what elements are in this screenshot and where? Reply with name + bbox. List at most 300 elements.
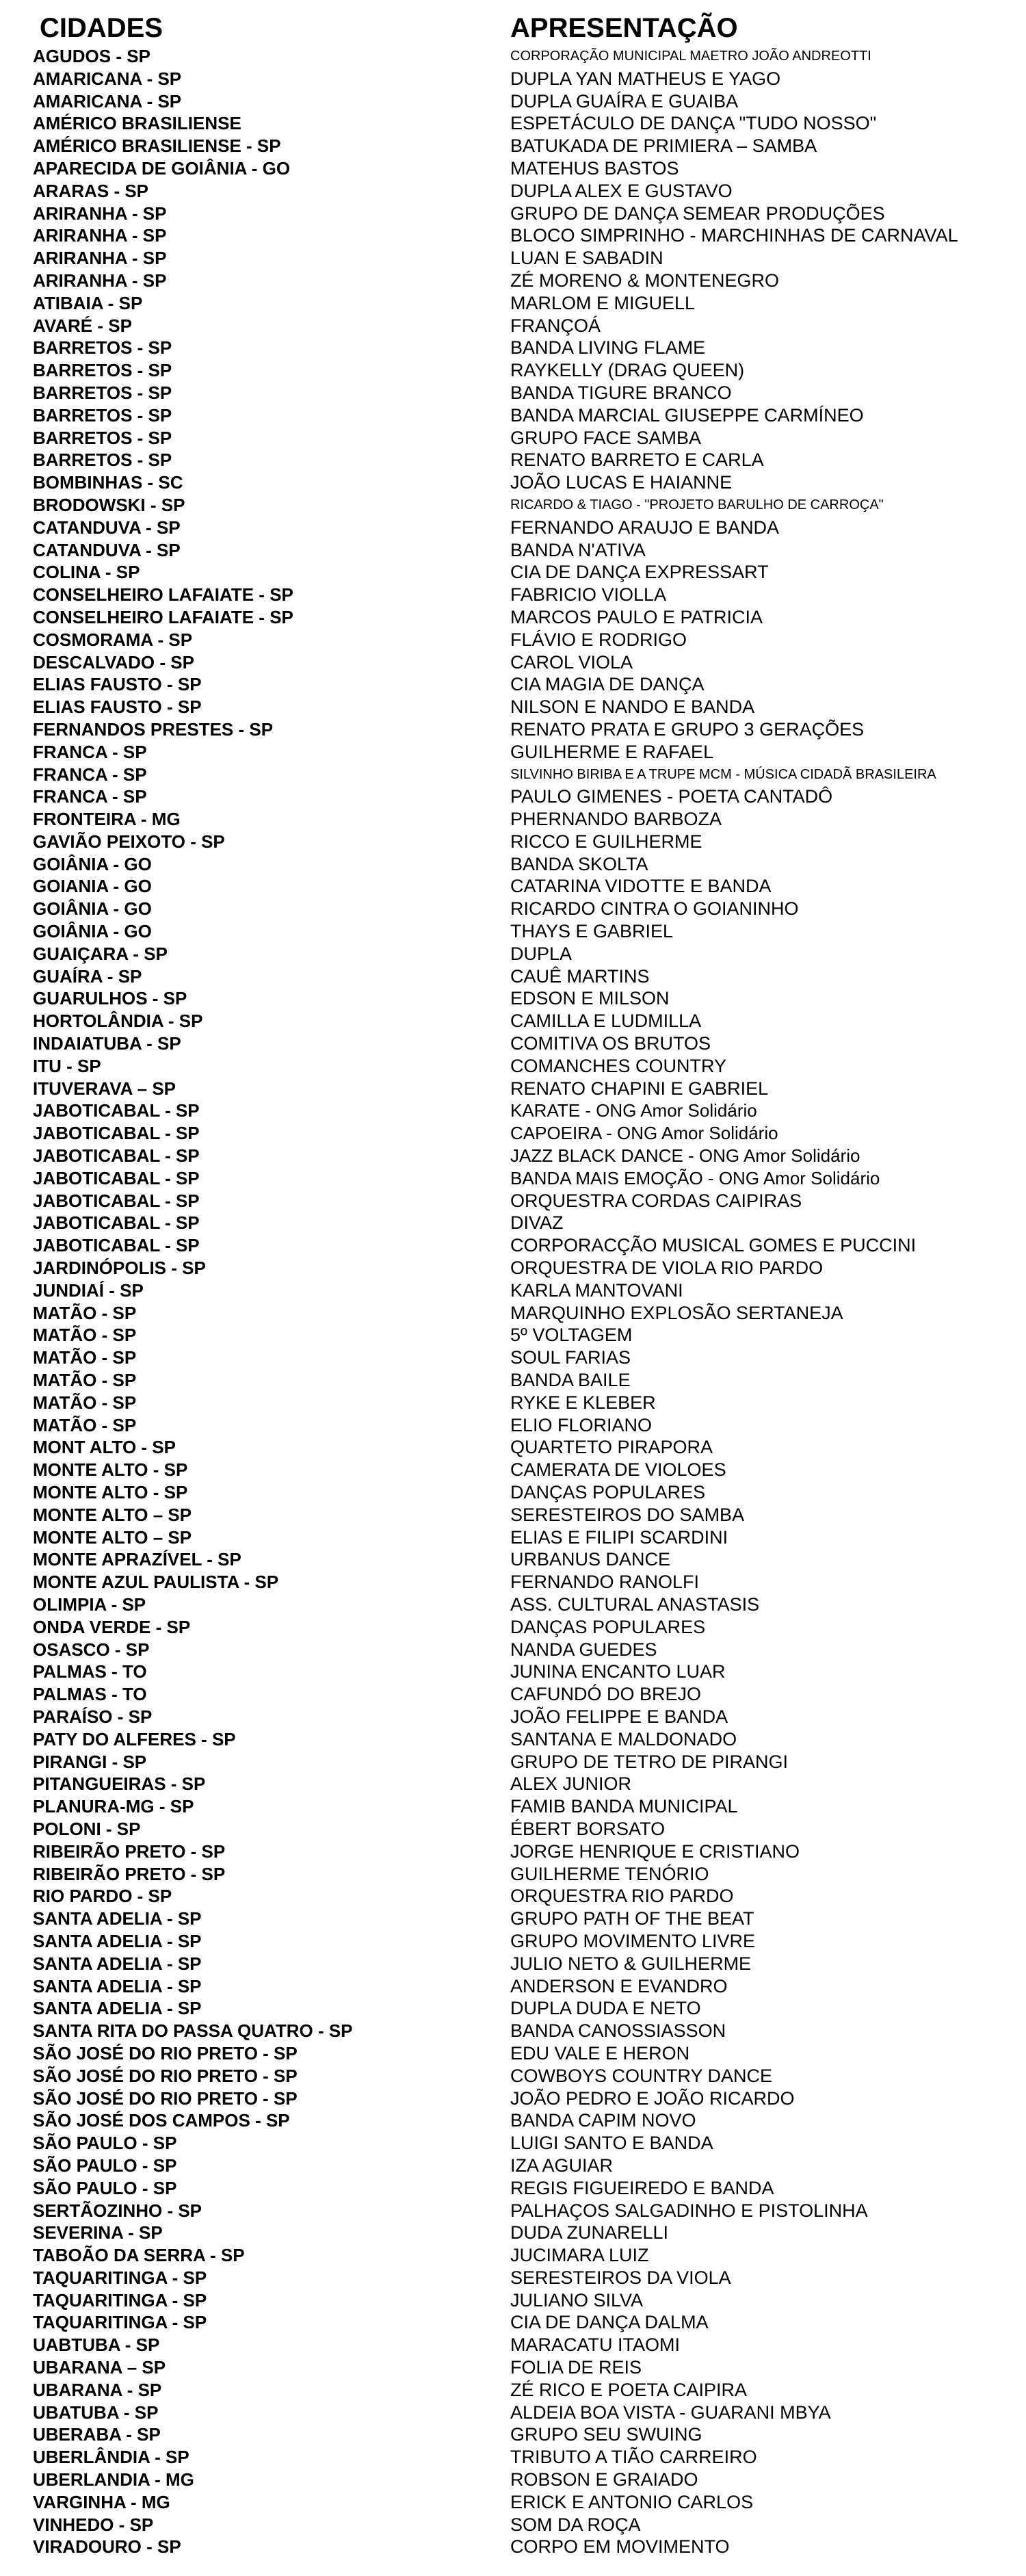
table-row <box>0 2423 1026 2446</box>
table-row <box>0 764 1026 786</box>
table-row <box>0 943 1026 965</box>
presentation-cell: EDU VALE E HERON <box>510 2042 690 2064</box>
city-cell: DESCALVADO - SP <box>33 651 194 673</box>
table-row <box>0 561 1026 584</box>
presentation-cell: BANDA CANOSSIASSON <box>510 2020 726 2042</box>
city-cell: FRONTEIRA - MG <box>33 809 181 830</box>
presentation-cell: SERESTEIROS DO SAMBA <box>510 1504 745 1525</box>
table-row <box>0 2200 1026 2222</box>
presentation-cell: ASS. CULTURAL ANASTASIS <box>510 1593 760 1615</box>
table-row <box>0 1818 1026 1840</box>
table-row <box>0 359 1026 382</box>
presentation-cell: DIVAZ <box>510 1212 564 1234</box>
table-row <box>0 427 1026 450</box>
presentation-cell: GUILHERME E RAFAEL <box>510 741 714 762</box>
table-row <box>0 965 1026 988</box>
city-cell: ELIAS FAUSTO - SP <box>33 674 202 695</box>
presentation-cell: DANÇAS POPULARES <box>510 1616 706 1637</box>
table-row <box>0 1122 1026 1145</box>
table-row <box>0 270 1026 292</box>
city-cell: BARRETOS - SP <box>33 450 172 471</box>
city-cell: CONSELHEIRO LAFAIATE - SP <box>33 606 293 627</box>
table-row <box>0 1751 1026 1773</box>
presentation-cell: 5º VOLTAGEM <box>510 1325 633 1346</box>
table-row <box>0 1324 1026 1346</box>
table-row <box>0 180 1026 203</box>
presentation-cell: CIA MAGIA DE DANÇA <box>510 674 705 695</box>
city-cell: MATÃO - SP <box>33 1347 137 1368</box>
presentation-cell: CAFUNDÓ DO BREJO <box>510 1684 702 1705</box>
table-row <box>0 987 1026 1010</box>
table-row <box>0 1504 1026 1526</box>
presentation-cell: CATARINA VIDOTTE E BANDA <box>510 876 772 897</box>
table-row <box>0 1840 1026 1863</box>
city-cell: JABOTICABAL - SP <box>33 1123 200 1144</box>
table-row <box>0 673 1026 696</box>
presentation-cell: GRUPO PATH OF THE BEAT <box>510 1908 754 1929</box>
city-cell: BARRETOS - SP <box>33 404 172 426</box>
city-cell: RIO PARDO - SP <box>33 1886 172 1907</box>
city-cell: UBARANA – SP <box>33 2357 166 2378</box>
presentation-cell: CAPOEIRA - ONG Amor Solidário <box>510 1123 778 1144</box>
city-cell: MATÃO - SP <box>33 1392 137 1413</box>
presentation-cell: DUPLA YAN MATHEUS E YAGO <box>510 68 781 89</box>
table-row <box>0 1639 1026 1661</box>
city-cell: MONTE APRAZÍVEL - SP <box>33 1549 241 1570</box>
table-row <box>0 1414 1026 1437</box>
city-cell: PITANGUEIRAS - SP <box>33 1773 206 1795</box>
presentation-cell: ELIO FLORIANO <box>510 1414 653 1435</box>
table-row <box>0 875 1026 898</box>
city-cell: MATÃO - SP <box>33 1302 137 1323</box>
table-row <box>0 2446 1026 2469</box>
listing-table <box>0 45 1026 2558</box>
city-cell: GUAIÇARA - SP <box>33 943 168 964</box>
table-row <box>0 539 1026 562</box>
city-cell: CONSELHEIRO LAFAIATE - SP <box>33 584 293 606</box>
table-row <box>0 2222 1026 2244</box>
city-cell: PALMAS - TO <box>33 1661 147 1682</box>
table-row <box>0 247 1026 270</box>
city-cell: JUNDIAÍ - SP <box>33 1279 144 1301</box>
presentation-cell: FOLIA DE REIS <box>510 2357 642 2378</box>
table-row <box>0 1930 1026 1953</box>
city-cell: RIBEIRÃO PRETO - SP <box>33 1840 226 1862</box>
city-cell: CATANDUVA - SP <box>33 517 181 538</box>
presentation-cell: GRUPO SEU SWUING <box>510 2424 702 2445</box>
table-row <box>0 1593 1026 1616</box>
city-cell: ONDA VERDE - SP <box>33 1616 191 1637</box>
presentation-cell: DANÇAS POPULARES <box>510 1482 706 1502</box>
table-row <box>0 606 1026 629</box>
city-cell: FRANCA - SP <box>33 786 147 807</box>
presentation-cell: PHERNANDO BARBOZA <box>510 809 722 830</box>
city-cell: FRANCA - SP <box>33 764 147 785</box>
presentation-cell: BANDA N'ATIVA <box>510 539 646 560</box>
city-cell: JABOTICABAL - SP <box>33 1212 200 1234</box>
presentation-cell: CAUÊ MARTINS <box>510 965 650 987</box>
city-cell: SÃO PAULO - SP <box>33 2133 177 2154</box>
city-cell: ELIAS FAUSTO - SP <box>33 697 202 718</box>
table-row <box>0 1661 1026 1683</box>
table-row <box>0 785 1026 808</box>
city-cell: SANTA ADELIA - SP <box>33 1908 202 1929</box>
city-cell: MONTE ALTO – SP <box>33 1526 192 1548</box>
table-row <box>0 629 1026 651</box>
presentation-cell: SANTANA E MALDONADO <box>510 1728 737 1749</box>
presentation-cell: PALHAÇOS SALGADINHO E PISTOLINHA <box>510 2200 868 2221</box>
table-row <box>0 2469 1026 2491</box>
city-cell: SÃO PAULO - SP <box>33 2155 177 2176</box>
presentation-cell: NILSON E NANDO E BANDA <box>510 697 755 718</box>
presentation-cell: BANDA LIVING FLAME <box>510 337 706 359</box>
city-cell: SERTÃOZINHO - SP <box>33 2200 202 2221</box>
table-row <box>0 1010 1026 1032</box>
presentation-cell: DUPLA ALEX E GUSTAVO <box>510 180 733 201</box>
table-row <box>0 2514 1026 2536</box>
presentation-cell: REGIS FIGUEIREDO E BANDA <box>510 2177 774 2198</box>
presentation-cell: COMANCHES COUNTRY <box>510 1055 727 1076</box>
presentation-cell: IZA AGUIAR <box>510 2155 614 2176</box>
presentation-cell: ERICK E ANTONIO CARLOS <box>510 2491 754 2512</box>
city-cell: GOIANIA - GO <box>33 876 152 897</box>
table-row <box>0 651 1026 674</box>
table-row <box>0 2491 1026 2514</box>
city-cell: ITUVERAVA – SP <box>33 1078 176 1099</box>
presentation-cell: GUILHERME TENÓRIO <box>510 1863 709 1884</box>
table-row <box>0 1459 1026 1481</box>
city-cell: ARIRANHA - SP <box>33 270 167 291</box>
table-row <box>0 449 1026 471</box>
city-cell: BRODOWSKI - SP <box>33 494 185 515</box>
table-row <box>0 718 1026 741</box>
city-cell: UBERABA - SP <box>33 2424 161 2445</box>
presentation-cell: JULIO NETO & GUILHERME <box>510 1953 752 1974</box>
city-cell: GUAÍRA - SP <box>33 965 142 987</box>
presentation-cell: KARATE - ONG Amor Solidário <box>510 1100 757 1121</box>
city-cell: AMÉRICO BRASILIENSE - SP <box>33 135 281 157</box>
presentation-cell: RENATO PRATA E GRUPO 3 GERAÇÕES <box>510 718 865 740</box>
presentation-cell: DUPLA <box>510 943 573 964</box>
city-cell: TAQUARITINGA - SP <box>33 2289 207 2311</box>
presentation-cell: CAROL VIOLA <box>510 651 633 673</box>
table-row <box>0 1616 1026 1639</box>
city-cell: AMÉRICO BRASILIENSE <box>33 113 241 134</box>
table-row <box>0 2267 1026 2289</box>
city-cell: MATÃO - SP <box>33 1325 137 1346</box>
presentation-cell: FERNANDO RANOLFI <box>510 1572 700 1593</box>
city-cell: OSASCO - SP <box>33 1639 150 1660</box>
city-cell: TAQUARITINGA - SP <box>33 2312 207 2333</box>
table-row <box>0 112 1026 135</box>
city-cell: VINHEDO - SP <box>33 2514 154 2535</box>
table-row <box>0 1190 1026 1212</box>
city-cell: GOIÂNIA - GO <box>33 853 152 874</box>
city-cell: JABOTICABAL - SP <box>33 1145 200 1167</box>
table-row <box>0 2356 1026 2379</box>
table-row <box>0 831 1026 853</box>
presentation-cell: URBANUS DANCE <box>510 1549 671 1570</box>
table-row <box>0 1683 1026 1706</box>
presentation-cell: THAYS E GABRIEL <box>510 921 674 942</box>
presentation-cell: ANDERSON E EVANDRO <box>510 1975 728 1996</box>
presentation-cell: SOUL FARIAS <box>510 1347 631 1368</box>
city-cell: PIRANGI - SP <box>33 1751 147 1772</box>
table-row <box>0 1078 1026 1100</box>
table-row <box>0 517 1026 539</box>
city-cell: TAQUARITINGA - SP <box>33 2267 207 2288</box>
city-cell: OLIMPIA - SP <box>33 1593 146 1615</box>
table-row <box>0 1212 1026 1234</box>
table-row <box>0 494 1026 517</box>
presentation-cell: FERNANDO ARAUJO E BANDA <box>510 517 780 538</box>
presentation-cell: GRUPO DE DANÇA SEMEAR PRODUÇÕES <box>510 203 885 224</box>
table-row <box>0 1908 1026 1930</box>
table-row <box>0 2177 1026 2200</box>
presentation-cell: BLOCO SIMPRINHO - MARCHINHAS DE CARNAVAL <box>510 225 958 246</box>
table-row <box>0 2311 1026 2334</box>
presentation-cell: DUPLA GUAÍRA E GUAIBA <box>510 90 739 112</box>
table-row <box>0 337 1026 359</box>
table-row <box>0 2042 1026 2065</box>
table-row <box>0 471 1026 494</box>
presentation-cell: ZÉ MORENO & MONTENEGRO <box>510 270 780 291</box>
presentation-cell: BANDA CAPIM NOVO <box>510 2110 696 2131</box>
presentation-cell: JOÃO LUCAS E HAIANNE <box>510 472 733 493</box>
presentation-cell: BATUKADA DE PRIMIERA – SAMBA <box>510 135 817 157</box>
presentation-cell: LUIGI SANTO E BANDA <box>510 2133 713 2154</box>
presentation-cell: MARCOS PAULO E PATRICIA <box>510 606 763 627</box>
presentation-cell: ZÉ RICO E POETA CAIPIRA <box>510 2379 748 2400</box>
city-cell: UBATUBA - SP <box>33 2402 159 2423</box>
presentation-cell: KARLA MANTOVANI <box>510 1279 683 1301</box>
presentation-cell: JOÃO PEDRO E JOÃO RICARDO <box>510 2087 795 2109</box>
city-cell: AMARICANA - SP <box>33 90 182 112</box>
city-cell: JABOTICABAL - SP <box>33 1190 200 1211</box>
city-cell: BOMBINHAS - SC <box>33 472 183 493</box>
city-cell: MONTE ALTO - SP <box>33 1482 188 1502</box>
city-cell: ATIBAIA - SP <box>33 292 143 313</box>
table-row <box>0 696 1026 718</box>
presentation-cell: CORPO EM MOVIMENTO <box>510 2536 730 2558</box>
presentation-cell: TRIBUTO A TIÃO CARREIRO <box>510 2447 757 2468</box>
table-row <box>0 1975 1026 1998</box>
table-row <box>0 2087 1026 2110</box>
presentation-cell: GRUPO MOVIMENTO LIVRE <box>510 1930 756 1951</box>
presentation-cell: CORPORACÇÃO MUSICAL GOMES E PUCCINI <box>510 1235 917 1256</box>
table-row <box>0 382 1026 404</box>
city-cell: GOIÂNIA - GO <box>33 898 152 920</box>
presentation-cell: LUAN E SABADIN <box>510 248 663 269</box>
city-cell: UABTUBA - SP <box>33 2334 160 2356</box>
table-row <box>0 90 1026 113</box>
cities-column-header: CIDADES <box>40 13 163 43</box>
city-cell: COLINA - SP <box>33 562 140 583</box>
presentation-cell: FLÁVIO E RODRIGO <box>510 629 687 650</box>
presentation-cell: ORQUESTRA DE VIOLA RIO PARDO <box>510 1258 824 1279</box>
city-cell: TABOÃO DA SERRA - SP <box>33 2245 245 2266</box>
city-cell: ARIRANHA - SP <box>33 203 167 224</box>
presentation-cell: NANDA GUEDES <box>510 1639 657 1660</box>
presentation-cell: RENATO BARRETO E CARLA <box>510 450 764 471</box>
presentation-cell: RICARDO CINTRA O GOIANINHO <box>510 898 799 920</box>
table-row <box>0 1526 1026 1549</box>
city-cell: SANTA ADELIA - SP <box>33 1975 202 1996</box>
presentation-cell: SILVINHO BIRIBA E A TRUPE MCM - MÚSICA CIDADÃ BRASILEIRA <box>510 766 936 782</box>
table-row <box>0 1145 1026 1167</box>
table-row <box>0 1055 1026 1078</box>
table-row <box>0 135 1026 157</box>
presentation-cell: CAMILLA E LUDMILLA <box>510 1011 702 1032</box>
city-cell: JABOTICABAL - SP <box>33 1167 200 1188</box>
presentation-cell: DUDA ZUNARELLI <box>510 2222 669 2243</box>
city-cell: APARECIDA DE GOIÂNIA - GO <box>33 157 291 179</box>
table-row <box>0 1795 1026 1818</box>
city-cell: ARARAS - SP <box>33 180 149 201</box>
presentation-cell: JAZZ BLACK DANCE - ONG Amor Solidário <box>510 1145 860 1167</box>
table-row <box>0 898 1026 920</box>
table-row <box>0 315 1026 337</box>
presentation-cell: ÉBERT BORSATO <box>510 1818 666 1839</box>
city-cell: GOIÂNIA - GO <box>33 921 152 942</box>
table-row <box>0 1302 1026 1325</box>
city-cell: BARRETOS - SP <box>33 382 172 403</box>
city-cell: CATANDUVA - SP <box>33 539 181 560</box>
table-row <box>0 2155 1026 2177</box>
table-row <box>0 741 1026 764</box>
presentation-cell: GRUPO FACE SAMBA <box>510 427 702 448</box>
presentation-cell: CORPORAÇÃO MUNICIPAL MAETRO JOÃO ANDREOTTI <box>510 49 871 64</box>
city-cell: SÃO JOSÉ DO RIO PRETO - SP <box>33 2042 298 2064</box>
city-cell: AGUDOS - SP <box>33 46 150 66</box>
presentation-cell: PAULO GIMENES - POETA CANTADÔ <box>510 786 833 807</box>
presentation-cell: FABRICIO VIOLLA <box>510 584 667 606</box>
table-row <box>0 45 1026 68</box>
city-cell: SÃO PAULO - SP <box>33 2177 177 2198</box>
presentation-cell: FAMIB BANDA MUNICIPAL <box>510 1796 738 1817</box>
city-cell: JARDINÓPOLIS - SP <box>33 1258 206 1279</box>
city-cell: UBERLANDIA - MG <box>33 2469 194 2490</box>
city-cell: MONT ALTO - SP <box>33 1437 176 1458</box>
presentation-column-header: APRESENTAÇÃO <box>510 13 738 43</box>
city-cell: ARIRANHA - SP <box>33 225 167 246</box>
city-cell: AMARICANA - SP <box>33 68 182 89</box>
presentation-cell: JULIANO SILVA <box>510 2289 644 2311</box>
city-cell: SÃO JOSÉ DOS CAMPOS - SP <box>33 2110 290 2131</box>
presentation-cell: ALDEIA BOA VISTA - GUARANI MBYA <box>510 2402 831 2423</box>
presentation-cell: JOÃO FELIPPE E BANDA <box>510 1706 728 1727</box>
city-cell: JABOTICABAL - SP <box>33 1235 200 1256</box>
presentation-cell: MARQUINHO EXPLOSÃO SERTANEJA <box>510 1302 843 1323</box>
presentation-cell: BANDA MARCIAL GIUSEPPE CARMÍNEO <box>510 404 864 426</box>
city-cell: POLONI - SP <box>33 1818 141 1839</box>
table-row <box>0 1481 1026 1504</box>
presentation-cell: CAMERATA DE VIOLOES <box>510 1459 726 1481</box>
presentation-cell: FRANÇOÁ <box>510 315 601 336</box>
table-row <box>0 1953 1026 1975</box>
city-cell: PATY DO ALFERES - SP <box>33 1728 236 1749</box>
city-cell: SANTA ADELIA - SP <box>33 1953 202 1974</box>
city-cell: PARAÍSO - SP <box>33 1706 153 1727</box>
city-cell: MONTE AZUL PAULISTA - SP <box>33 1572 279 1593</box>
city-cell: HORTOLÂNDIA - SP <box>33 1011 203 1032</box>
city-cell: VIRADOURO - SP <box>33 2536 181 2558</box>
city-cell: MATÃO - SP <box>33 1414 137 1435</box>
table-row <box>0 1548 1026 1571</box>
presentation-cell: MATEHUS BASTOS <box>510 157 679 179</box>
city-cell: MATÃO - SP <box>33 1370 137 1391</box>
city-cell: BARRETOS - SP <box>33 427 172 448</box>
table-row <box>0 1885 1026 1908</box>
table-row <box>0 1279 1026 1302</box>
city-cell: MONTE ALTO - SP <box>33 1459 188 1481</box>
city-cell: FERNANDOS PRESTES - SP <box>33 718 274 740</box>
table-row <box>0 1706 1026 1728</box>
city-cell: UBARANA - SP <box>33 2379 162 2400</box>
presentation-cell: CIA DE DANÇA DALMA <box>510 2312 709 2333</box>
presentation-cell: MARACATU ITAOMI <box>510 2334 680 2356</box>
presentation-cell: SOM DA ROÇA <box>510 2514 641 2535</box>
city-cell: COSMORAMA - SP <box>33 629 193 650</box>
presentation-cell: ESPETÁCULO DE DANÇA "TUDO NOSSO" <box>510 113 877 134</box>
city-cell: RIBEIRÃO PRETO - SP <box>33 1863 226 1884</box>
table-row <box>0 1346 1026 1369</box>
table-row <box>0 2536 1026 2558</box>
table-row <box>0 157 1026 180</box>
table-row <box>0 853 1026 876</box>
city-cell: BARRETOS - SP <box>33 337 172 359</box>
table-row <box>0 1863 1026 1886</box>
presentation-cell: QUARTETO PIRAPORA <box>510 1437 713 1458</box>
table-row <box>0 1234 1026 1257</box>
table-row <box>0 1571 1026 1593</box>
city-cell: SEVERINA - SP <box>33 2222 163 2243</box>
table-row <box>0 2402 1026 2424</box>
table-row <box>0 1032 1026 1055</box>
table-row <box>0 2379 1026 2402</box>
presentation-cell: ELIAS E FILIPI SCARDINI <box>510 1526 728 1548</box>
presentation-cell: JORGE HENRIQUE E CRISTIANO <box>510 1840 800 1862</box>
table-row <box>0 584 1026 606</box>
table-row <box>0 1369 1026 1392</box>
table-row <box>0 68 1026 90</box>
table-row <box>0 2244 1026 2267</box>
city-cell: FRANCA - SP <box>33 741 147 762</box>
table-row <box>0 1167 1026 1190</box>
presentation-cell: RICCO E GUILHERME <box>510 831 702 852</box>
table-row <box>0 224 1026 247</box>
city-cell: SANTA RITA DO PASSA QUATRO - SP <box>33 2020 353 2042</box>
presentation-cell: BANDA BAILE <box>510 1370 631 1391</box>
table-row <box>0 1257 1026 1279</box>
presentation-cell: RENATO CHAPINI E GABRIEL <box>510 1078 769 1099</box>
city-cell: BARRETOS - SP <box>33 360 172 381</box>
city-cell: PLANURA-MG - SP <box>33 1796 194 1817</box>
table-row <box>0 1436 1026 1459</box>
table-row <box>0 2334 1026 2356</box>
presentation-cell: ORQUESTRA RIO PARDO <box>510 1886 734 1907</box>
presentation-cell: CIA DE DANÇA EXPRESSART <box>510 562 769 583</box>
table-row <box>0 1773 1026 1795</box>
presentation-cell: ROBSON E GRAIADO <box>510 2469 698 2490</box>
presentation-cell: JUNINA ENCANTO LUAR <box>510 1661 726 1682</box>
table-row <box>0 404 1026 427</box>
presentation-cell: JUCIMARA LUIZ <box>510 2245 649 2266</box>
city-cell: SANTA ADELIA - SP <box>33 1998 202 2019</box>
table-row <box>0 2020 1026 2042</box>
city-cell: ITU - SP <box>33 1055 101 1076</box>
table-row <box>0 1100 1026 1122</box>
